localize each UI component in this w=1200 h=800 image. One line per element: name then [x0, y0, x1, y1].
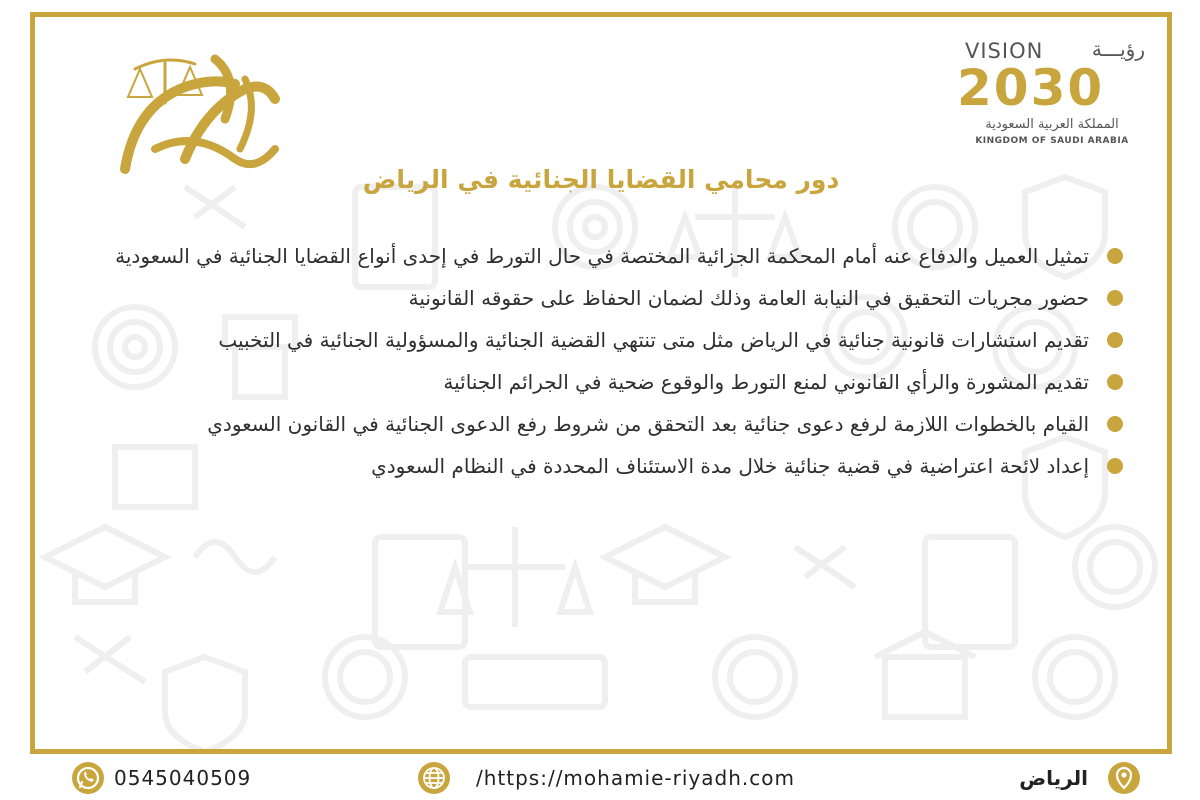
page-title-text: دور محامي القضايا الجنائية في الرياض — [362, 165, 840, 194]
list-item-text: تقديم المشورة والرأي القانوني لمنع التورط والوقوع ضحية في الجرائم الجنائية — [443, 370, 1089, 394]
bullet-icon — [1107, 248, 1123, 264]
list-item — [67, 361, 1127, 403]
vision-kingdom-en: KINGDOM OF SAUDI ARABIA — [975, 136, 1129, 146]
vision-word-ar: رؤيـــة — [1091, 37, 1145, 61]
bullet-icon — [1107, 374, 1123, 390]
website-link[interactable]: /https://mohamie-riyadh.com — [476, 766, 795, 790]
list-item-text: تمثيل العميل والدفاع عنه أمام المحكمة الجزائية المختصة في حال التورط في إحدى أنواع القضايا الجنائية في السعودية — [115, 244, 1089, 268]
content-frame — [30, 12, 1172, 754]
list-item — [67, 319, 1127, 361]
list-item-text: إعداد لائحة اعتراضية في قضية جنائية خلال مدة الاستئناف المحددة في النظام السعودي — [371, 454, 1089, 478]
whatsapp-icon — [72, 762, 104, 794]
footer-bar — [0, 756, 1200, 800]
bullet-icon — [1107, 290, 1123, 306]
list-item-text: حضور مجريات التحقيق في النيابة العامة وذلك لضمان الحفاظ على حقوقه القانونية — [408, 286, 1089, 310]
vision-kingdom-ar: المملكة العربية السعودية — [985, 117, 1119, 132]
bullet-icon — [1107, 332, 1123, 348]
bullet-icon — [1107, 458, 1123, 474]
map-pin-icon — [1108, 762, 1140, 794]
list-item-text: تقديم استشارات قانونية جنائية في الرياض مثل متى تنتهي القضية الجنائية والمسؤولية الجنائية في التخبيب — [218, 328, 1089, 352]
vision-word-en: VISION — [965, 39, 1044, 63]
roles-list — [67, 235, 1127, 487]
phone-number: 0545040509 — [114, 766, 252, 790]
list-item — [67, 277, 1127, 319]
bullet-icon — [1107, 416, 1123, 432]
list-item-text: القيام بالخطوات اللازمة لرفع دعوى جنائية بعد التحقق من شروط رفع الدعوى الجنائية في القانون السعودي — [207, 412, 1089, 436]
page-title — [35, 165, 1167, 194]
globe-icon — [418, 762, 450, 794]
list-item — [67, 235, 1127, 277]
list-item — [67, 403, 1127, 445]
location-text: الرياض — [1019, 766, 1088, 790]
vision-2030-logo — [957, 39, 1147, 154]
list-item — [67, 445, 1127, 487]
vision-year: 2030 — [957, 59, 1105, 117]
